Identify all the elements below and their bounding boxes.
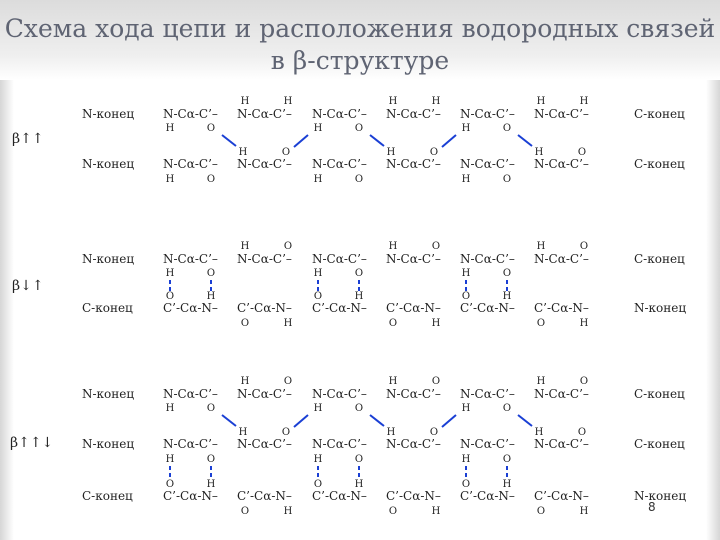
strand-bottom-unit: N-Cα-C’– bbox=[460, 157, 515, 171]
atom-o: O bbox=[354, 123, 364, 134]
strand-top-unit: N-Cα-C’– bbox=[312, 107, 367, 121]
strand-middle-unit: N-Cα-C’– bbox=[386, 437, 441, 451]
atom-o: O bbox=[281, 147, 291, 158]
atom-h: H bbox=[388, 96, 398, 107]
c-end-label: C-конец bbox=[82, 489, 133, 503]
atom-h: H bbox=[431, 506, 441, 517]
hydrogen-bond bbox=[294, 135, 308, 147]
hydrogen-bond bbox=[294, 415, 308, 427]
strand-bottom-unit: N-Cα-C’– bbox=[534, 157, 589, 171]
atom-h: H bbox=[313, 403, 323, 414]
atom-h: H bbox=[461, 454, 471, 465]
atom-h: H bbox=[579, 506, 589, 517]
atom-h: H bbox=[502, 291, 512, 302]
strand-middle-unit: N-Cα-C’– bbox=[312, 437, 367, 451]
atom-h: H bbox=[386, 427, 396, 438]
atom-h: H bbox=[165, 174, 175, 185]
atom-o: O bbox=[461, 291, 471, 302]
atom-o: O bbox=[313, 479, 323, 490]
atom-o: O bbox=[281, 427, 291, 438]
strand-top-unit: N-Cα-C’– bbox=[386, 107, 441, 121]
hydrogen-bond bbox=[518, 415, 532, 426]
strand-bottom-unit: C’-Cα-N– bbox=[163, 301, 218, 315]
strand-middle-unit: N-Cα-C’– bbox=[237, 437, 292, 451]
atom-h: H bbox=[313, 268, 323, 279]
atom-h: H bbox=[388, 376, 398, 387]
atom-h: H bbox=[579, 96, 589, 107]
atom-h: H bbox=[313, 123, 323, 134]
atom-o: O bbox=[206, 268, 216, 279]
strand-top-unit: N-Cα-C’– bbox=[534, 107, 589, 121]
atom-o: O bbox=[206, 454, 216, 465]
block-label-mixed: β↑↑↓ bbox=[10, 435, 54, 451]
atom-h: H bbox=[283, 318, 293, 329]
atom-h: H bbox=[165, 403, 175, 414]
hydrogen-bond bbox=[222, 135, 236, 146]
strand-bottom-unit: C’-Cα-N– bbox=[534, 301, 589, 315]
c-end-label: C-конец bbox=[634, 252, 685, 266]
strand-bottom-unit: N-Cα-C’– bbox=[237, 157, 292, 171]
c-end-label: C-конец bbox=[634, 387, 685, 401]
atom-h: H bbox=[165, 268, 175, 279]
atom-o: O bbox=[388, 318, 398, 329]
atom-h: H bbox=[240, 376, 250, 387]
atom-o: O bbox=[165, 479, 175, 490]
atom-h: H bbox=[313, 454, 323, 465]
atom-o: O bbox=[431, 241, 441, 252]
atom-h: H bbox=[283, 96, 293, 107]
strand-top-unit: N-Cα-C’– bbox=[534, 387, 589, 401]
atom-o: O bbox=[313, 291, 323, 302]
c-end-label: C-конец bbox=[82, 301, 133, 315]
atom-o: O bbox=[502, 123, 512, 134]
atom-o: O bbox=[354, 174, 364, 185]
atom-h: H bbox=[165, 123, 175, 134]
strand-top-unit: N-Cα-C’– bbox=[460, 107, 515, 121]
atom-o: O bbox=[536, 318, 546, 329]
atom-h: H bbox=[534, 147, 544, 158]
atom-h: H bbox=[534, 427, 544, 438]
atom-h: H bbox=[431, 318, 441, 329]
atom-o: O bbox=[429, 147, 439, 158]
strand-bottom-unit: C’-Cα-N– bbox=[163, 489, 218, 503]
atom-o: O bbox=[283, 376, 293, 387]
atom-h: H bbox=[502, 479, 512, 490]
strand-bottom-unit: C’-Cα-N– bbox=[312, 301, 367, 315]
atom-o: O bbox=[240, 318, 250, 329]
atom-o: O bbox=[354, 268, 364, 279]
atom-o: O bbox=[206, 403, 216, 414]
atom-h: H bbox=[238, 427, 248, 438]
strand-top-unit: N-Cα-C’– bbox=[163, 107, 218, 121]
strand-bottom-unit: C’-Cα-N– bbox=[237, 489, 292, 503]
atom-h: H bbox=[461, 403, 471, 414]
strand-top-unit: N-Cα-C’– bbox=[534, 252, 589, 266]
atom-h: H bbox=[536, 376, 546, 387]
atom-h: H bbox=[431, 96, 441, 107]
atom-o: O bbox=[429, 427, 439, 438]
block-label-parallel: β↑↑ bbox=[12, 131, 44, 147]
n-end-label: N-конец bbox=[82, 107, 135, 121]
atom-o: O bbox=[283, 241, 293, 252]
atom-o: O bbox=[388, 506, 398, 517]
atom-o: O bbox=[502, 174, 512, 185]
strand-top-unit: N-Cα-C’– bbox=[163, 252, 218, 266]
strand-middle-unit: N-Cα-C’– bbox=[534, 437, 589, 451]
atom-h: H bbox=[165, 454, 175, 465]
atom-o: O bbox=[577, 147, 587, 158]
atom-h: H bbox=[313, 174, 323, 185]
n-end-label: N-конец bbox=[82, 437, 135, 451]
atom-h: H bbox=[240, 96, 250, 107]
atom-o: O bbox=[577, 427, 587, 438]
atom-o: O bbox=[354, 403, 364, 414]
atom-o: O bbox=[502, 454, 512, 465]
atom-o: O bbox=[354, 454, 364, 465]
atom-h: H bbox=[206, 479, 216, 490]
hydrogen-bond bbox=[370, 135, 384, 146]
strand-bottom-unit: C’-Cα-N– bbox=[386, 301, 441, 315]
atom-o: O bbox=[579, 241, 589, 252]
strand-top-unit: N-Cα-C’– bbox=[312, 387, 367, 401]
strand-bottom-unit: N-Cα-C’– bbox=[163, 157, 218, 171]
n-end-label: N-конец bbox=[82, 252, 135, 266]
atom-o: O bbox=[165, 291, 175, 302]
strand-middle-unit: N-Cα-C’– bbox=[460, 437, 515, 451]
atom-h: H bbox=[579, 318, 589, 329]
strand-bottom-unit: C’-Cα-N– bbox=[312, 489, 367, 503]
strand-top-unit: N-Cα-C’– bbox=[460, 252, 515, 266]
atom-o: O bbox=[502, 268, 512, 279]
atom-h: H bbox=[536, 96, 546, 107]
atom-h: H bbox=[240, 241, 250, 252]
strand-bottom-unit: C’-Cα-N– bbox=[237, 301, 292, 315]
strand-bottom-unit: C’-Cα-N– bbox=[460, 301, 515, 315]
strand-bottom-unit: C’-Cα-N– bbox=[460, 489, 515, 503]
hydrogen-bond bbox=[442, 415, 456, 427]
strand-top-unit: N-Cα-C’– bbox=[386, 252, 441, 266]
atom-h: H bbox=[386, 147, 396, 158]
strand-top-unit: N-Cα-C’– bbox=[163, 387, 218, 401]
n-end-label: N-конец bbox=[82, 387, 135, 401]
atom-h: H bbox=[461, 174, 471, 185]
strand-top-unit: N-Cα-C’– bbox=[237, 107, 292, 121]
c-end-label: C-конец bbox=[634, 107, 685, 121]
strand-bottom-unit: C’-Cα-N– bbox=[534, 489, 589, 503]
strand-bottom-unit: N-Cα-C’– bbox=[312, 157, 367, 171]
atom-o: O bbox=[240, 506, 250, 517]
n-end-label: N-конец bbox=[634, 301, 687, 315]
atom-h: H bbox=[461, 268, 471, 279]
strand-top-unit: N-Cα-C’– bbox=[237, 387, 292, 401]
c-end-label: C-конец bbox=[634, 157, 685, 171]
atom-h: H bbox=[536, 241, 546, 252]
slide-subtitle: в β-структуре bbox=[270, 46, 450, 75]
atom-o: O bbox=[206, 174, 216, 185]
atom-o: O bbox=[206, 123, 216, 134]
atom-o: O bbox=[431, 376, 441, 387]
strand-bottom-unit: N-Cα-C’– bbox=[386, 157, 441, 171]
strand-top-unit: N-Cα-C’– bbox=[386, 387, 441, 401]
hydrogen-bond bbox=[442, 135, 456, 147]
hydrogen-bond bbox=[518, 135, 532, 146]
n-end-label: N-конец bbox=[634, 489, 687, 503]
atom-h: H bbox=[354, 479, 364, 490]
atom-h: H bbox=[206, 291, 216, 302]
atom-o: O bbox=[579, 376, 589, 387]
hydrogen-bond bbox=[222, 415, 236, 426]
c-end-label: C-конец bbox=[634, 437, 685, 451]
atom-o: O bbox=[502, 403, 512, 414]
strand-middle-unit: N-Cα-C’– bbox=[163, 437, 218, 451]
atom-h: H bbox=[238, 147, 248, 158]
strand-bottom-unit: C’-Cα-N– bbox=[386, 489, 441, 503]
atom-o: O bbox=[461, 479, 471, 490]
block-label-antiparallel: β↓↑ bbox=[12, 278, 44, 294]
strand-top-unit: N-Cα-C’– bbox=[460, 387, 515, 401]
atom-h: H bbox=[354, 291, 364, 302]
strand-top-unit: N-Cα-C’– bbox=[237, 252, 292, 266]
strand-top-unit: N-Cα-C’– bbox=[312, 252, 367, 266]
atom-o: O bbox=[536, 506, 546, 517]
atom-h: H bbox=[283, 506, 293, 517]
page-number: 8 bbox=[648, 500, 656, 514]
n-end-label: N-конец bbox=[82, 157, 135, 171]
atom-h: H bbox=[461, 123, 471, 134]
atom-h: H bbox=[388, 241, 398, 252]
hydrogen-bond bbox=[370, 415, 384, 426]
slide-title: Схема хода цепи и расположения водородных связей bbox=[4, 14, 716, 43]
